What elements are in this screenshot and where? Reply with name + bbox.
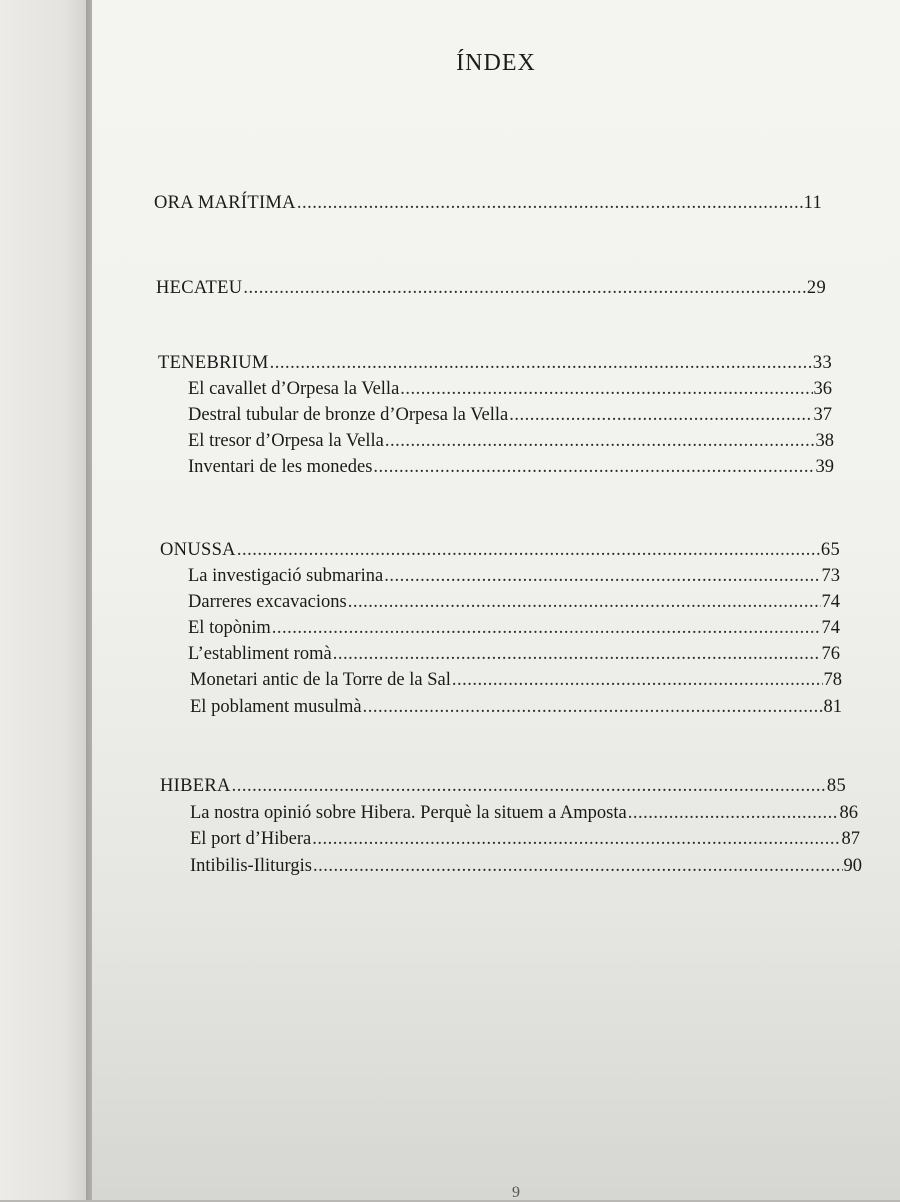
- toc-page-number: 85: [826, 776, 846, 796]
- toc-entry-title: Intibilis-Iliturgis: [190, 856, 312, 876]
- dot-leader: [385, 428, 815, 454]
- toc-entry-title: La nostra opinió sobre Hibera. Perquè la situem a Amposta: [190, 803, 627, 823]
- dot-leader: [232, 773, 826, 799]
- dot-leader: [509, 402, 812, 428]
- page-title: ÍNDEX: [456, 50, 536, 76]
- toc-page-number: 74: [821, 618, 840, 638]
- toc-page-number: 36: [813, 379, 832, 399]
- toc-entry-title: L’establiment romà: [188, 644, 332, 664]
- facing-page-bleed-through: [0, 0, 92, 1200]
- toc-section-title: ONUSSA: [160, 540, 236, 560]
- toc-entry-title: El cavallet d’Orpesa la Vella: [188, 379, 400, 399]
- toc-section-title: HECATEU: [156, 278, 243, 298]
- toc-page-number: 86: [839, 803, 858, 823]
- toc-page-number: 76: [821, 644, 840, 664]
- toc-entry: [188, 402, 832, 428]
- toc-section-title: HIBERA: [160, 776, 231, 796]
- toc-entry-title: La investigació submarina: [188, 566, 384, 586]
- dot-leader: [348, 589, 821, 615]
- toc-entry: [188, 589, 840, 615]
- toc-entry-title: El topònim: [188, 618, 271, 638]
- toc-entry-title: El tresor d’Orpesa la Vella: [188, 431, 384, 451]
- toc-entry: [188, 615, 840, 641]
- toc-entry: [190, 853, 862, 879]
- toc-section-title: ORA MARÍTIMA: [154, 193, 296, 213]
- toc-entry: [188, 641, 840, 667]
- dot-leader: [237, 537, 820, 563]
- dot-leader: [373, 454, 814, 480]
- toc-page-number: 81: [823, 697, 842, 717]
- dot-leader: [313, 853, 843, 879]
- toc-entry: [190, 667, 842, 693]
- dot-leader: [272, 615, 821, 641]
- index-page: [92, 0, 900, 1200]
- dot-leader: [270, 350, 812, 376]
- toc-page-number: 37: [813, 405, 832, 425]
- toc-entry: [188, 428, 834, 454]
- toc-page-number: 73: [821, 566, 840, 586]
- page-number: 9: [512, 1184, 520, 1201]
- facing-page: [0, 0, 92, 1200]
- toc-page-number: 90: [843, 856, 862, 876]
- toc-entry: [188, 563, 840, 589]
- toc-entry-title: Monetari antic de la Torre de la Sal: [190, 670, 451, 690]
- toc-entry: [188, 376, 832, 402]
- toc-page-number: 65: [820, 540, 840, 560]
- dot-leader: [400, 376, 812, 402]
- dot-leader: [384, 563, 820, 589]
- dot-leader: [243, 275, 806, 301]
- toc-page-number: 33: [812, 353, 832, 373]
- toc-page-number: 74: [821, 592, 840, 612]
- toc-entry-title: Darreres excavacions: [188, 592, 347, 612]
- toc-entry: [190, 826, 860, 852]
- toc-section-onussa: [160, 537, 840, 563]
- toc-entry-title: Inventari de les monedes: [188, 457, 373, 477]
- toc-entry: [188, 454, 834, 480]
- toc-entry-title: El poblament musulmà: [190, 697, 362, 717]
- toc-page-number: 87: [841, 829, 860, 849]
- dot-leader: [452, 667, 823, 693]
- toc-section-hibera: [160, 773, 846, 799]
- toc-page-number: 29: [806, 278, 826, 298]
- toc-section-hecateu: [156, 275, 826, 301]
- toc-page-number: 38: [815, 431, 834, 451]
- dot-leader: [312, 826, 840, 852]
- toc-entry: [190, 694, 842, 720]
- toc-entry-title: Destral tubular de bronze d’Orpesa la Vella: [188, 405, 509, 425]
- dot-leader: [628, 800, 839, 826]
- toc-entry-title: El port d’Hibera: [190, 829, 312, 849]
- toc-page-number: 39: [815, 457, 834, 477]
- toc-section-ora-maritima: [154, 190, 822, 216]
- toc-section-title: TENEBRIUM: [158, 353, 269, 373]
- dot-leader: [297, 190, 803, 216]
- dot-leader: [363, 694, 823, 720]
- table-of-contents: [92, 0, 900, 1200]
- dot-leader: [333, 641, 821, 667]
- toc-entry: [190, 800, 858, 826]
- toc-page-number: 11: [803, 193, 822, 213]
- toc-page-number: 78: [823, 670, 842, 690]
- toc-section-tenebrium: [158, 350, 832, 376]
